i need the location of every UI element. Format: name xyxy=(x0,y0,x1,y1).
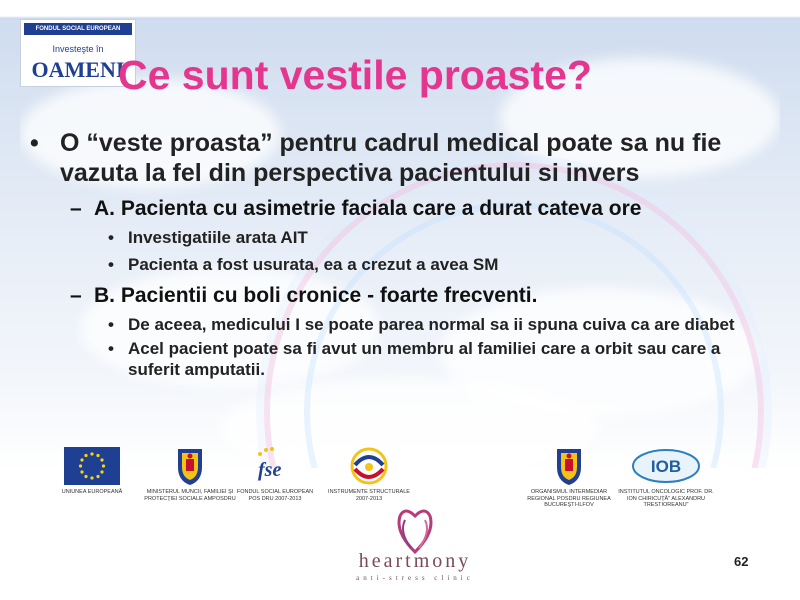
structural-instruments-icon xyxy=(347,445,391,487)
page-number: 62 xyxy=(734,554,749,569)
sub-bullet-a-text: A. Pacienta cu asimetrie faciala care a durat cateva ore xyxy=(94,197,642,220)
dash-marker: – xyxy=(70,284,82,307)
sub-item-text: Investigatiile arata AIT xyxy=(128,228,308,247)
partner-logo-fse xyxy=(234,444,316,502)
partner-logo-iob xyxy=(618,444,714,509)
sub-bullet-a xyxy=(70,196,770,221)
slide-title: Ce sunt vestile proaste? xyxy=(118,52,592,98)
bullet-marker: • xyxy=(108,339,114,358)
sub-item xyxy=(108,254,770,275)
romania-coat-of-arms-icon xyxy=(172,445,208,487)
partner-logo-oi-posdru xyxy=(516,444,622,509)
sub-item xyxy=(108,314,770,335)
romania-coat-of-arms-icon xyxy=(551,445,587,487)
heart-ribbon-icon xyxy=(345,502,485,554)
logo-top-text: FONDUL SOCIAL EUROPEAN xyxy=(24,23,132,35)
bullet-marker: • xyxy=(30,129,39,157)
iob-logo-icon xyxy=(630,446,702,486)
iob-logo-text: IOB xyxy=(650,457,682,476)
partner-caption: UNIUNEA EUROPEANĂ xyxy=(61,489,123,495)
sub-item xyxy=(108,227,770,248)
partner-caption: FONDUL SOCIAL EUROPEAN POS DRU 2007-2013 xyxy=(236,489,314,502)
partner-caption: INSTITUTUL ONCOLOGIC PROF. DR. ION CHIRICUŢĂ" ALEXANDRU TRESTIOREANU" xyxy=(618,489,714,508)
bullet-main xyxy=(30,128,770,188)
sub-item-text: De aceea, medicului I se poate parea normal sa ii spuna cuiva ca are diabet xyxy=(128,315,735,334)
bullet-marker: • xyxy=(108,228,114,247)
brand-tagline: anti-stress clinic xyxy=(356,574,474,582)
fse-logo-icon xyxy=(250,446,300,486)
partner-caption: INSTRUMENTE STRUCTURALE 2007-2013 xyxy=(328,489,410,502)
sub-item-text: Acel pacient poate sa fi avut un membru al familiei care a orbit sau care a suferit amputatii. xyxy=(128,339,721,379)
partner-caption: MINISTERUL MUNCII, FAMILIEI ŞI PROTECŢIEI SOCIALE AMPOSDRU xyxy=(144,489,236,502)
slide-body xyxy=(30,128,770,380)
logo-big-text: OAMENI xyxy=(31,57,125,82)
partner-logo-structural xyxy=(324,444,414,502)
brand-word: heartmony xyxy=(358,550,472,572)
dash-marker: – xyxy=(70,197,82,220)
sub-bullet-b-text: B. Pacientii cu boli cronice - foarte frecventi. xyxy=(94,284,538,307)
partner-logo-ministry xyxy=(144,444,236,502)
sub-bullet-b xyxy=(70,283,770,308)
sub-item-text: Pacienta a fost usurata, ea a crezut a avea SM xyxy=(128,255,499,274)
bullet-marker: • xyxy=(108,255,114,274)
eu-flag-icon xyxy=(64,447,120,485)
bullet-marker: • xyxy=(108,315,114,334)
logo-mid-text: Investeşte în xyxy=(52,44,104,54)
fse-logo-text: fse xyxy=(258,459,282,481)
bullet-main-text: O “veste proasta” pentru cadrul medical poate sa nu fie vazuta la fel din perspectiva pacientului si invers xyxy=(60,129,722,187)
sub-item xyxy=(108,338,770,380)
partner-logo-eu xyxy=(52,444,132,496)
heartmony-logo xyxy=(345,502,485,582)
partner-caption: ORGANISMUL INTERMEDIAR REGIONAL POSDRU REGIUNEA BUCUREŞTI-ILFOV xyxy=(527,489,611,508)
